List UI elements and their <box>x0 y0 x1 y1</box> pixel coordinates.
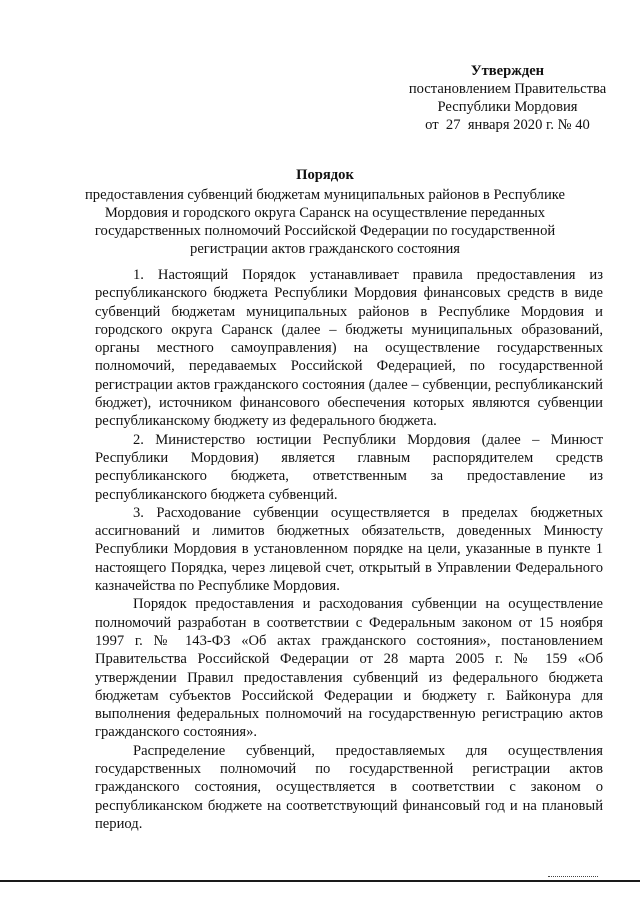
approval-line-2: Республики Мордовия <box>437 99 578 115</box>
paragraph-4: Порядок предоставления и расходования субвенции на осуществление полномочий разработан в соответствии с Федеральным законом от 15 ноября 1997 г. № 143-ФЗ «Об актах гражданского состояния», постановлением Правительства Российской Федерации от 28 марта 2005 г. № 159 «Об утверждении Правил предоставления субвенций из федерального бюджета бюджетам субъектов Российской Федерации и бюджету г. Байконура для выполнения федеральных полномочий на государственную регистрацию актов гражданского состояния». <box>95 596 603 741</box>
scan-artifact <box>548 876 598 880</box>
paragraph-2: 2. Министерство юстиции Республики Мордовия (далее – Минюст Республики Мордовия) является главным распорядителем средств республиканского бюджета, ответственным за предоставление из республиканского бюджета субвенций. <box>95 431 603 503</box>
scan-edge-line <box>0 880 640 882</box>
document-body <box>95 266 603 833</box>
paragraph-1: 1. Настоящий Порядок устанавливает правила предоставления из республиканского бюджета Республики Мордовия финансовых средств в виде субвенций бюджетам муниципальных районов в Республике Мордовия и городского округа Саранск (далее – бюджеты муниципальных образований, органы местного самоуправления) на осуществление государственных полномочий, передаваемых Российской Федерацией, по государственной регистрации актов гражданского состояния (далее – субвенции, республиканский бюджет), источником финансового обеспечения которых являются субвенции республиканскому бюджету из федерального бюджета. <box>95 267 603 430</box>
approval-heading: Утвержден <box>470 63 545 79</box>
document-title-block <box>70 166 580 258</box>
approval-line-3: от 27 января 2020 г. № 40 <box>425 117 590 133</box>
approval-line-1: постановлением Правительства <box>408 81 607 97</box>
paragraph-5: Распределение субвенций, предоставляемых для осуществления государственных полномочий по государственной регистрации актов гражданского состояния, осуществляется в соответствии с законом о республиканском бюджете на соответствующий финансовый год и на плановый период. <box>95 742 603 832</box>
approval-block <box>395 62 620 134</box>
document-subtitle: предоставления субвенций бюджетам муниципальных районов в Республике Мордовия и городского округа Саранск на осуществление переданных государственных полномочий Российской Федерации по государственной регистрации актов гражданского состояния <box>85 187 565 257</box>
document-title: Порядок <box>296 167 354 183</box>
paragraph-3: 3. Расходование субвенции осуществляется в пределах бюджетных ассигнований и лимитов бюджетных обязательств, доведенных Минюсту Республики Мордовия в установленном порядке на цели, указанные в пункте 1 настоящего Порядка, через лицевой счет, открытый в Управлении Федерального казначейства по Республике Мордовия. <box>95 504 603 595</box>
